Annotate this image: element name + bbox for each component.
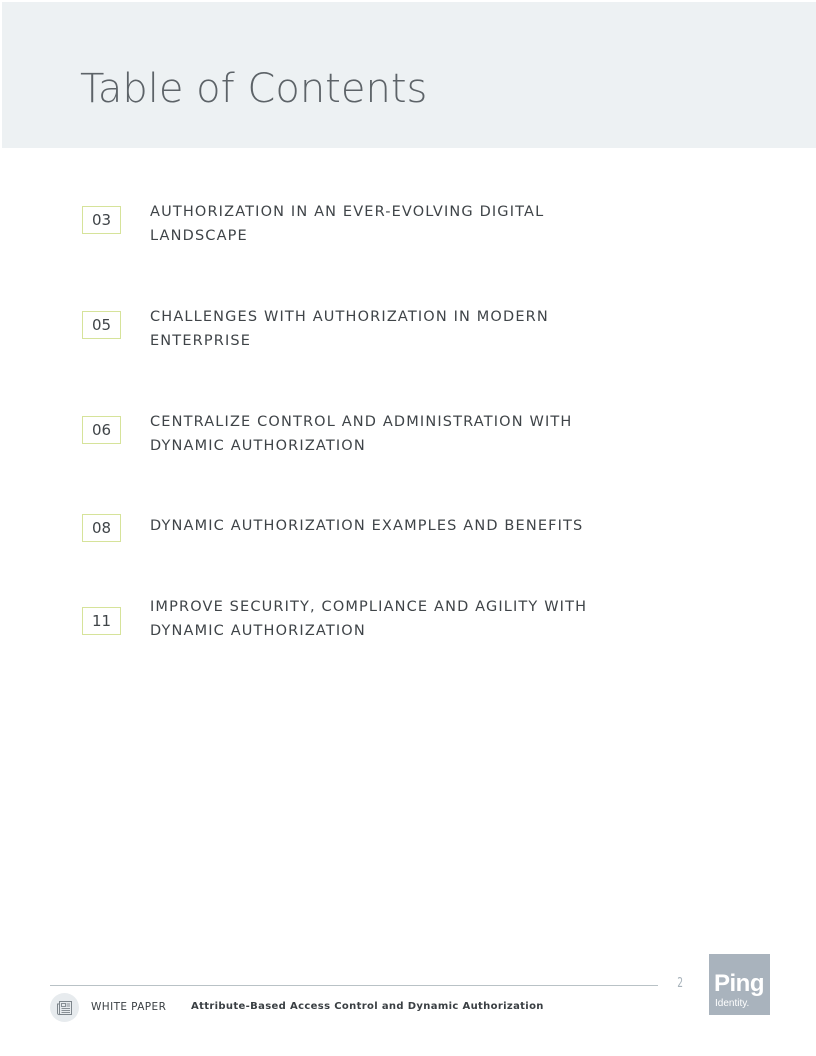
toc-item[interactable]	[82, 410, 642, 458]
toc-item-title: AUTHORIZATION IN AN EVER-EVOLVING DIGITAL LANDSCAPE	[150, 204, 545, 244]
toc-page-number: 05	[82, 311, 121, 339]
toc-item-title: CENTRALIZE CONTROL AND ADMINISTRATION WITH DYNAMIC AUTHORIZATION	[150, 414, 573, 454]
page-title: Table of Contents	[80, 66, 428, 112]
toc-page-number: 11	[82, 607, 121, 635]
logo-sub-text: Identity.	[715, 998, 750, 1009]
toc-page-number: 08	[82, 514, 121, 542]
newspaper-icon	[50, 993, 79, 1022]
toc-item[interactable]	[82, 305, 642, 353]
header-band	[2, 2, 816, 148]
toc-item-title: DYNAMIC AUTHORIZATION EXAMPLES AND BENEFITS	[150, 518, 584, 534]
toc-item[interactable]	[82, 595, 642, 643]
document-title: Attribute-Based Access Control and Dynamic Authorization	[191, 1001, 544, 1012]
logo-brand-text: Ping	[714, 970, 764, 997]
toc-item[interactable]	[82, 200, 642, 248]
footer-divider	[50, 985, 658, 986]
document-type-label: WHITE PAPER	[91, 1001, 167, 1013]
ping-identity-logo	[709, 954, 770, 1015]
page-number: 2	[677, 976, 684, 991]
toc-item-title: CHALLENGES WITH AUTHORIZATION IN MODERN ENTERPRISE	[150, 309, 549, 349]
toc-item-title: IMPROVE SECURITY, COMPLIANCE AND AGILITY WITH DYNAMIC AUTHORIZATION	[150, 599, 588, 639]
toc-page-number: 03	[82, 206, 121, 234]
toc-item[interactable]	[82, 514, 642, 542]
toc-page-number: 06	[82, 416, 121, 444]
